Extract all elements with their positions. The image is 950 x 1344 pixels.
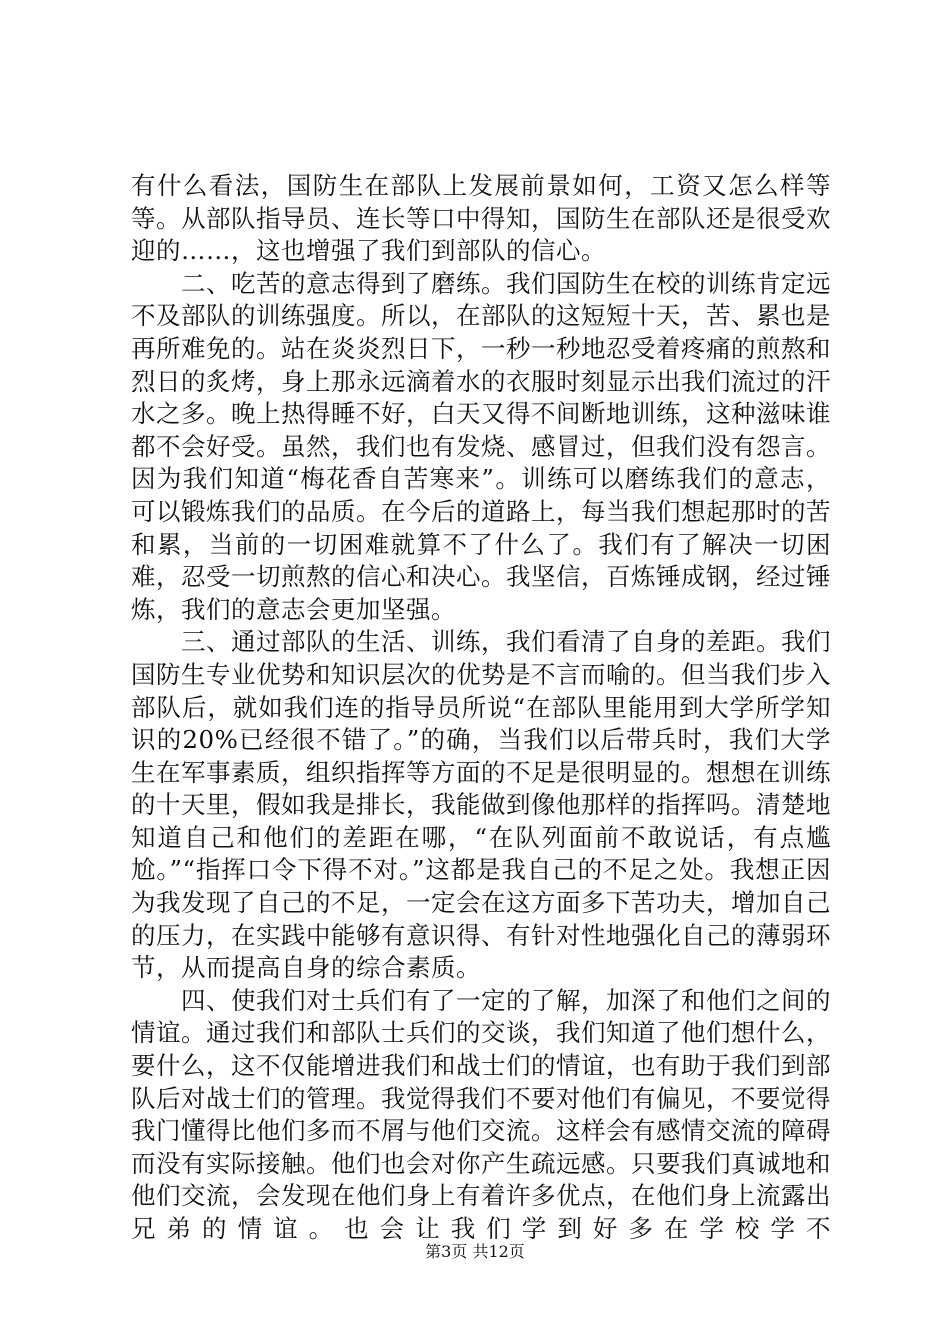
paragraph-three: 三、通过部队的生活、训练，我们看清了自身的差距。我们国防生专业优势和知识层次的优势是不言而喻的。但当我们步入部队后，就如我们连的指导员所说“在部队里能用到大学所学知识的20%已经很不错了。”的确，当我们以后带兵时，我们大学生在军事素质，组织指挥等方面的不足是很明显的。想想在训练的十天里，假如我是排长，我能做到像他那样的指挥吗。清楚地知道自己和他们的差距在哪，“在队列面前不敢说话，有点尴尬。”“指挥口令下得不对。”这都是我自己的不足之处。我想正因为我发现了自己的不足，一定会在这方面多下苦功夫，增加自己的压力，在实践中能够有意识得、有针对性地强化自己的薄弱环节，从而提高自身的综合素质。 xyxy=(131,627,831,983)
page-number-footer: 第3页 共12页 xyxy=(425,1242,525,1261)
body-text xyxy=(131,170,831,1246)
paragraph-four: 四、使我们对士兵们有了一定的了解，加深了和他们之间的情谊。通过我们和部队士兵们的交谈，我们知道了他们想什么，要什么，这不仅能增进我们和战士们的情谊，也有助于我们到部队后对战士们的管理。我觉得我们不要对他们有偏见，不要觉得我门懂得比他们多而不屑与他们交流。这样会有感情交流的障碍而没有实际接触。他们也会对你产生疏远感。只要我们真诚地和他们交流，会发现在他们身上有着许多优点，在他们身上流露出兄弟的情谊。也会让我们学到好多在学校学不 xyxy=(131,985,831,1243)
paragraph-two: 二、吃苦的意志得到了磨练。我们国防生在校的训练肯定远不及部队的训练强度。所以，在部队的这短短十天，苦、累也是再所难免的。站在炎炎烈日下，一秒一秒地忍受着疼痛的煎熬和烈日的炙烤，身上那永远滴着水的衣服时刻显示出我们流过的汗水之多。晚上热得睡不好，白天又得不间断地训练，这种滋味谁都不会好受。虽然，我们也有发烧、感冒过，但我们没有怨言。因为我们知道“梅花香自苦寒来”。训练可以磨练我们的意志，可以锻炼我们的品质。在今后的道路上，每当我们想起那时的苦和累，当前的一切困难就算不了什么了。我们有了解决一切困难，忍受一切煎熬的信心和决心。我坚信，百炼锤成钢，经过锤炼，我们的意志会更加坚强。 xyxy=(131,268,831,624)
paragraph-continuation: 有什么看法，国防生在部队上发展前景如何，工资又怎么样等等。从部队指导员、连长等口中得知，国防生在部队还是很受欢迎的……，这也增强了我们到部队的信心。 xyxy=(131,171,831,266)
